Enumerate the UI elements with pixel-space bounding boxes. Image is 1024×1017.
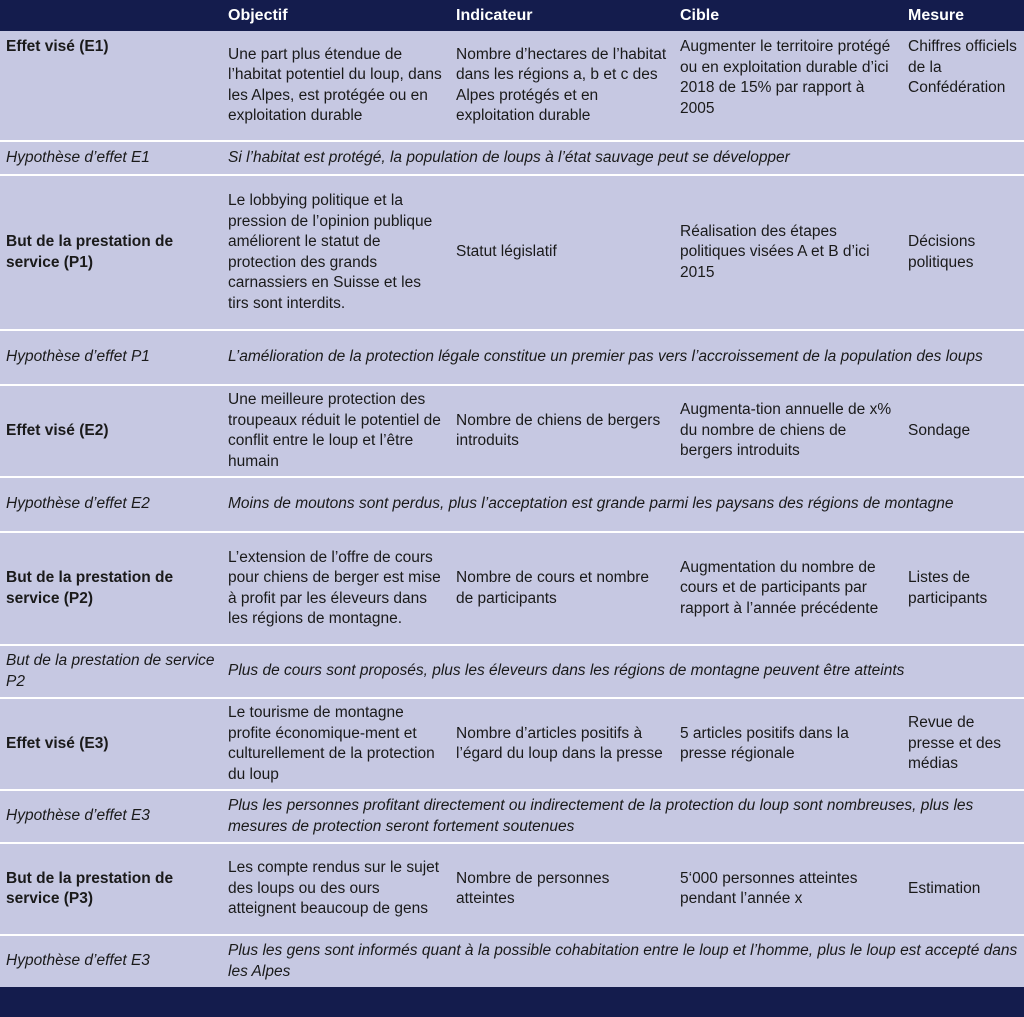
cell-indicateur: Nombre de personnes atteintes bbox=[450, 844, 674, 936]
cell-indicateur: Nombre d’hectares de l’habitat dans les régions a, b et c des Alpes protégés et en exploitation durable bbox=[450, 31, 674, 142]
hypothesis-text: Plus de cours sont proposés, plus les éleveurs dans les régions de montagne peuvent être atteints bbox=[222, 646, 1024, 699]
table-row bbox=[0, 533, 1024, 646]
cell-objectif: L’extension de l’offre de cours pour chiens de berger est mise à profit par les éleveurs dans les régions de montagne. bbox=[222, 533, 450, 646]
header-indicateur: Indicateur bbox=[450, 0, 674, 31]
header-mesure: Mesure bbox=[902, 0, 1024, 31]
table-row bbox=[0, 176, 1024, 331]
hypothesis-text: Moins de moutons sont perdus, plus l’acceptation est grande parmi les paysans des régions de montagne bbox=[222, 478, 1024, 533]
cell-mesure: Chiffres officiels de la Confédération bbox=[902, 31, 1024, 142]
row-label: But de la prestation de service (P1) bbox=[0, 176, 222, 331]
hypothesis-text: Plus les gens sont informés quant à la possible cohabitation entre le loup et l’homme, plus le loup est accepté dans les Alpes bbox=[222, 936, 1024, 989]
cell-cible: Augmenta-tion annuelle de x% du nombre de chiens de bergers introduits bbox=[674, 386, 902, 478]
row-label: Hypothèse d’effet E1 bbox=[0, 142, 222, 176]
cell-cible: 5‘000 personnes atteintes pendant l’année x bbox=[674, 844, 902, 936]
header-cible: Cible bbox=[674, 0, 902, 31]
row-label: Hypothèse d’effet E3 bbox=[0, 791, 222, 844]
cell-indicateur: Statut législatif bbox=[450, 176, 674, 331]
hypothesis-text: L’amélioration de la protection légale constitue un premier pas vers l’accroissement de la population des loups bbox=[222, 331, 1024, 386]
cell-cible: Réalisation des étapes politiques visées A et B d’ici 2015 bbox=[674, 176, 902, 331]
hypothesis-text: Plus les personnes profitant directement ou indirectement de la protection du loup sont nombreuses, plus les mesures de protection seront fortement soutenues bbox=[222, 791, 1024, 844]
cell-mesure: Estimation bbox=[902, 844, 1024, 936]
row-label: Effet visé (E3) bbox=[0, 699, 222, 791]
footer-bar bbox=[0, 987, 1024, 1017]
row-label: But de la prestation de service P2 bbox=[0, 646, 222, 699]
header-objectif: Objectif bbox=[222, 0, 450, 31]
cell-mesure: Revue de presse et des médias bbox=[902, 699, 1024, 791]
row-label: Hypothèse d’effet E2 bbox=[0, 478, 222, 533]
row-label: Effet visé (E2) bbox=[0, 386, 222, 478]
header-row bbox=[0, 0, 1024, 31]
table-row bbox=[0, 142, 1024, 176]
cell-objectif: Le tourisme de montagne profite économique-ment et culturellement de la protection du loup bbox=[222, 699, 450, 791]
row-label: But de la prestation de service (P3) bbox=[0, 844, 222, 936]
cell-mesure: Listes de participants bbox=[902, 533, 1024, 646]
table-row bbox=[0, 791, 1024, 844]
table-row bbox=[0, 331, 1024, 386]
row-label: Hypothèse d’effet E3 bbox=[0, 936, 222, 989]
hypothesis-text: Si l’habitat est protégé, la population de loups à l’état sauvage peut se développer bbox=[222, 142, 1024, 176]
table-row bbox=[0, 31, 1024, 142]
row-label: Effet visé (E1) bbox=[0, 31, 222, 142]
row-label: Hypothèse d’effet P1 bbox=[0, 331, 222, 386]
cell-objectif: Une part plus étendue de l’habitat potentiel du loup, dans les Alpes, est protégée ou en exploitation durable bbox=[222, 31, 450, 142]
cell-objectif: Le lobbying politique et la pression de l’opinion publique améliorent le statut de protection des grands carnassiers en Suisse et les tirs sont interdits. bbox=[222, 176, 450, 331]
cell-cible: Augmenter le territoire protégé ou en exploitation durable d’ici 2018 de 15% par rapport à 2005 bbox=[674, 31, 902, 142]
cell-mesure: Décisions politiques bbox=[902, 176, 1024, 331]
table-row bbox=[0, 844, 1024, 936]
cell-cible: Augmentation du nombre de cours et de participants par rapport à l’année précédente bbox=[674, 533, 902, 646]
row-label: But de la prestation de service (P2) bbox=[0, 533, 222, 646]
table-row bbox=[0, 646, 1024, 699]
table-row bbox=[0, 936, 1024, 989]
cell-indicateur: Nombre de cours et nombre de participants bbox=[450, 533, 674, 646]
cell-mesure: Sondage bbox=[902, 386, 1024, 478]
header-blank bbox=[0, 0, 222, 31]
table-row bbox=[0, 386, 1024, 478]
table-row bbox=[0, 478, 1024, 533]
cell-indicateur: Nombre de chiens de bergers introduits bbox=[450, 386, 674, 478]
cell-cible: 5 articles positifs dans la presse régionale bbox=[674, 699, 902, 791]
table-row bbox=[0, 699, 1024, 791]
cell-objectif: Une meilleure protection des troupeaux réduit le potentiel de conflit entre le loup et l’être humain bbox=[222, 386, 450, 478]
cell-objectif: Les compte rendus sur le sujet des loups ou des ours atteignent beaucoup de gens bbox=[222, 844, 450, 936]
cell-indicateur: Nombre d’articles positifs à l’égard du loup dans la presse bbox=[450, 699, 674, 791]
